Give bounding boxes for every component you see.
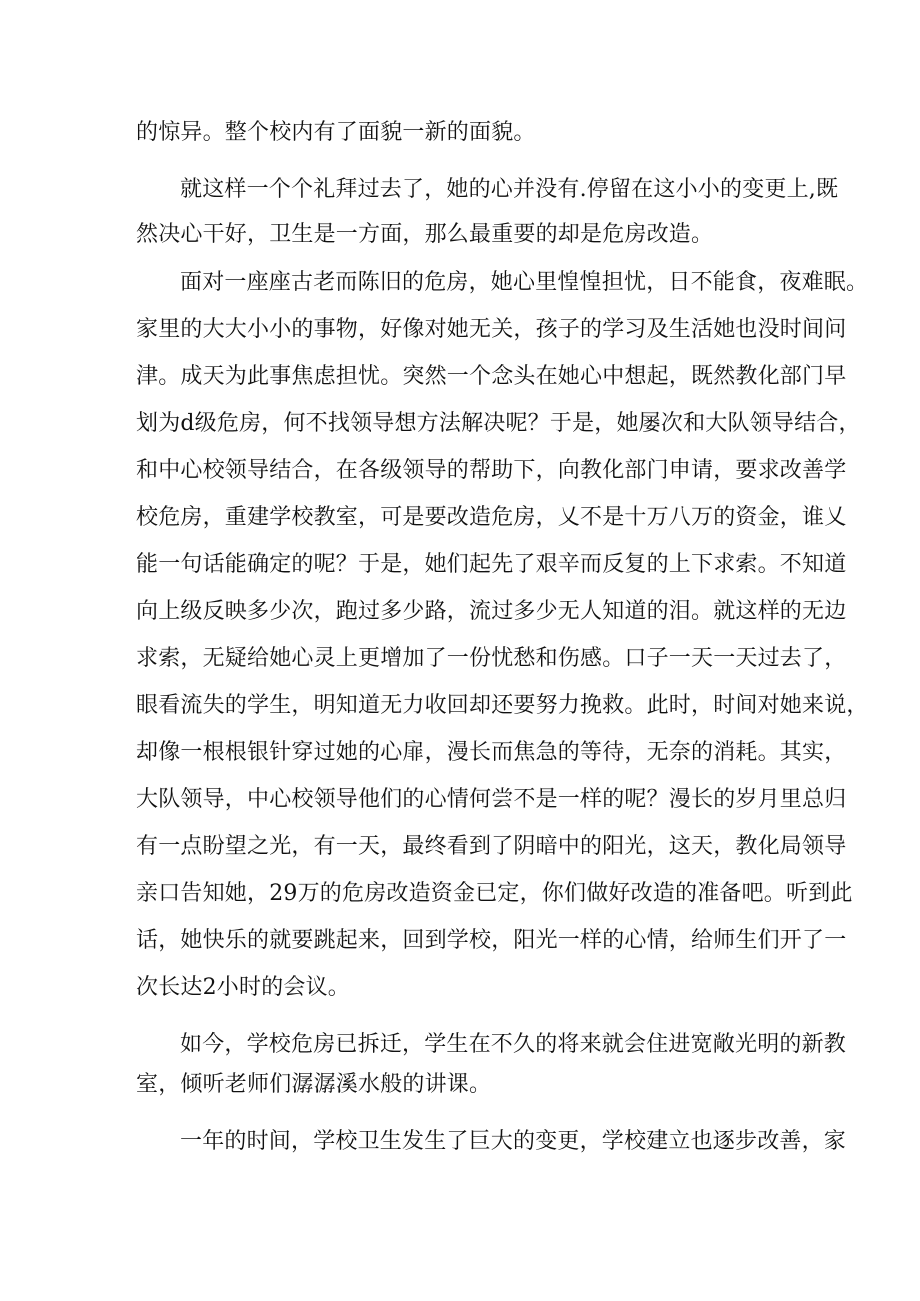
paragraph-3-line-10: 眼看流失的学生，明知道无力收回却还要努力挽救。此时，时间对她来说， bbox=[136, 693, 869, 718]
paragraph-3-line-13: 有一点盼望之光，有一天，最终看到了阴暗中的阳光，这天，教化局领导 bbox=[136, 834, 847, 859]
paragraph-1-line-1: 的惊异。整个校内有了面貌一新的面貌。 bbox=[136, 120, 536, 145]
paragraph-3-line-4: 划为d级危房，何不找领导想方法解决呢？于是，她屡次和大队领导结合， bbox=[136, 411, 861, 436]
paragraph-2-line-2: 然决心干好，卫生是一方面，那么最重要的却是危房改造。 bbox=[136, 222, 714, 247]
paragraph-3-line-15: 话，她快乐的就要跳起来，回到学校，阳光一样的心情，给师生们开了一 bbox=[136, 928, 847, 953]
paragraph-5-line-1: 一年的时间，学校卫生发生了巨大的变更，学校建立也逐步改善，家 bbox=[180, 1129, 847, 1154]
paragraph-3-line-9: 求索，无疑给她心灵上更增加了一份忧愁和伤感。口子一天一天过去了， bbox=[136, 646, 847, 671]
paragraph-3-line-12: 大队领导，中心校领导他们的心情何尝不是一样的呢？漫长的岁月里总归 bbox=[136, 787, 847, 812]
paragraph-2-line-1: 就这样一个个礼拜过去了，她的心并没有.停留在这小小的变更上,既 bbox=[180, 177, 839, 202]
paragraph-3-line-7: 能一句话能确定的呢？于是，她们起先了艰辛而反复的上下求索。不知道 bbox=[136, 552, 847, 577]
paragraph-4-line-2: 室，倾听老师们潺潺溪水般的讲课。 bbox=[136, 1072, 492, 1097]
paragraph-3-line-2: 家里的大大小小的事物，好像对她无关，孩子的学习及生活她也没时间问 bbox=[136, 317, 847, 342]
paragraph-3-line-5: 和中心校领导结合，在各级领导的帮助下，向教化部门申请，要求改善学 bbox=[136, 458, 847, 483]
paragraph-3-line-3: 津。成天为此事焦虑担忧。突然一个念头在她心中想起，既然教化部门早 bbox=[136, 364, 847, 389]
paragraph-3-line-11: 却像一根根银针穿过她的心扉，漫长而焦急的等待，无奈的消耗。其实， bbox=[136, 740, 847, 765]
paragraph-3-line-16: 次长达2小时的会议。 bbox=[136, 975, 350, 1000]
paragraph-3-line-14: 亲口告知她，29万的危房改造资金已定，你们做好改造的准备吧。听到此 bbox=[136, 881, 853, 906]
paragraph-3-line-1: 面对一座座古老而陈旧的危房，她心里惶惶担忧，日不能食，夜难眠。 bbox=[180, 270, 869, 295]
paragraph-3-line-8: 向上级反映多少次，跑过多少路，流过多少无人知道的泪。就这样的无边 bbox=[136, 599, 847, 624]
paragraph-3-line-6: 校危房，重建学校教室，可是要改造危房，乂不是十万八万的资金，谁乂 bbox=[136, 505, 847, 530]
paragraph-4-line-1: 如今，学校危房已拆迁，学生在不久的将来就会住进宽敞光明的新教 bbox=[180, 1032, 847, 1057]
